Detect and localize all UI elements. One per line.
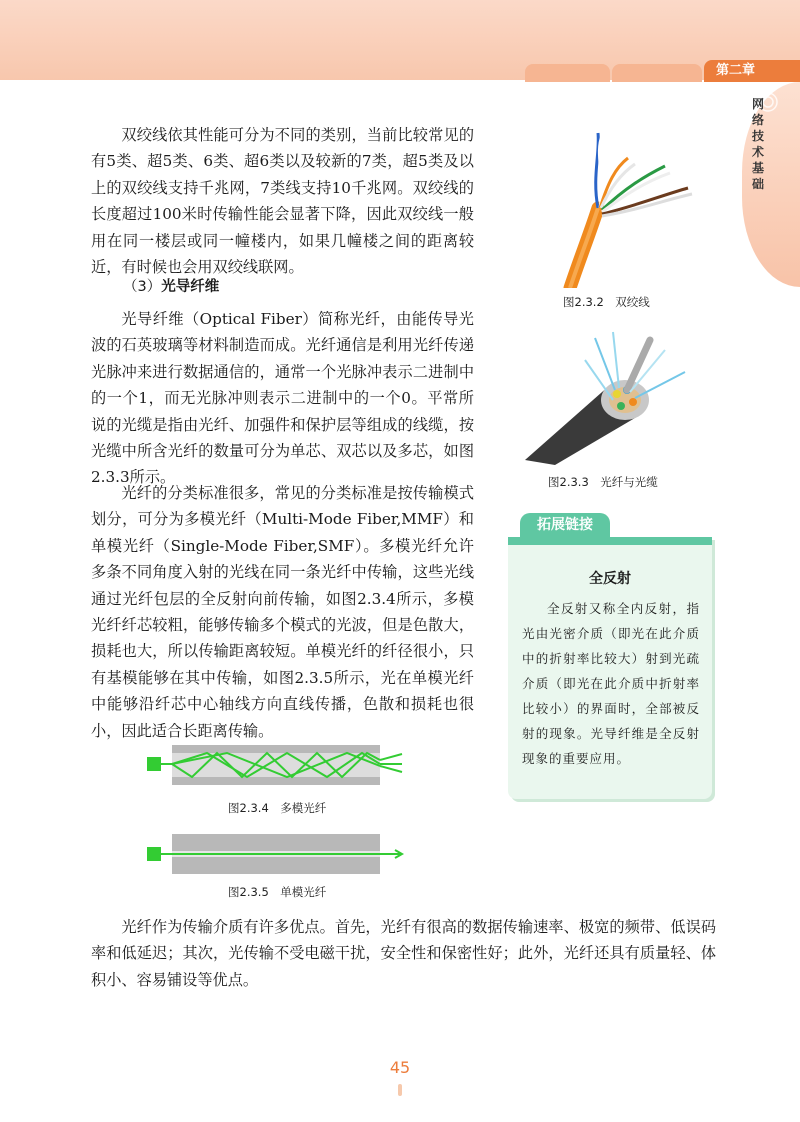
chapter-label: 第二章 <box>704 60 800 82</box>
paragraph-fiber-advantages: 光纤作为传输介质有许多优点。首先，光纤有很高的数据传输速率、极宽的频带、低误码率和低延迟；其次，光传输不受电磁干扰，安全性和保密性好；此外，光纤还具有质量轻、体积小、容易铺设等优点。 <box>91 918 716 989</box>
figure-caption: 图2.3.5 单模光纤 <box>228 885 327 899</box>
figure-caption: 图2.3.4 多模光纤 <box>228 801 327 815</box>
paragraph-twisted-pair: 双绞线依其性能可分为不同的类别，当前比较常见的有5类、超5类、6类、超6类以及较新的7类，超5类及以上的双绞线支持千兆网，7类线支持10千兆网。双绞线的长度超过100米时传输性能会显著下降，因此双绞线一般用在同一楼层或同一幢楼内，如果几幢楼之间的距离较近，有时候也会用双绞线联网。 <box>91 126 474 277</box>
page-number-marker <box>398 1084 402 1096</box>
header-tab-decor-1 <box>525 64 610 82</box>
multimode-fiber-diagram <box>147 740 407 790</box>
section-heading <box>123 275 219 296</box>
page-number: 45 <box>389 1058 411 1077</box>
figure-caption: 图2.3.3 光纤与光缆 <box>548 475 658 489</box>
figure-caption: 图2.3.2 双绞线 <box>563 295 650 309</box>
singlemode-fiber-diagram <box>147 834 407 874</box>
extension-tab: 拓展链接 <box>520 513 610 537</box>
header-tab-decor-2 <box>612 64 702 82</box>
fiber-cable-image <box>515 320 715 465</box>
side-title: 网络技术基础 <box>751 97 764 191</box>
paragraph-optical-fiber: 光导纤维（Optical Fiber）简称光纤，由能传导光波的石英玻璃等材料制造而成。光纤通信是利用光纤传递光脉冲来进行数据通信的，通常一个光脉冲表示二进制中的一个1，而无光脉冲则表示二进制中的一个0。平常所说的光缆是指由光纤、加强件和保护层等组成的线缆，按光缆中所含光纤的数量可分为单芯、双芯以及多芯，如图2.3.3所示。 <box>91 310 474 487</box>
paragraph-fiber-types: 光纤的分类标准很多，常见的分类标准是按传输模式划分，可分为多模光纤（Multi-Mode Fiber,MMF）和单模光纤（Single-Mode Fiber,SMF）。多模光纤允许多条不同角度入射的光线在同一条光纤中传输，这些光线通过光纤包层的全反射向前传输，如图2.3.4所示，多模光纤纤芯较粗，能够传输多个模式的光波，但是色散大，损耗也大，所以传输距离较短。单模光纤的纤径很小，只有基模能够在其中传输，如图2.3.5所示，光在单模光纤中能够沿纤芯中心轴线方向直线传播，色散和损耗也很小，因此适合长距离传输。 <box>91 484 474 740</box>
section-heading-number: （3） <box>123 279 162 295</box>
twisted-pair-image <box>510 128 710 288</box>
extension-body: 全反射又称全内反射，指光由光密介质（即光在此介质中的折射率比较大）射到光疏介质（即光在此介质中折射率比较小）的界面时，全部被反射的现象。光导纤维是全反射现象的重要应用。 <box>522 601 700 766</box>
section-heading-text: 光导纤维 <box>161 279 220 295</box>
extension-title: 全反射 <box>589 571 631 587</box>
